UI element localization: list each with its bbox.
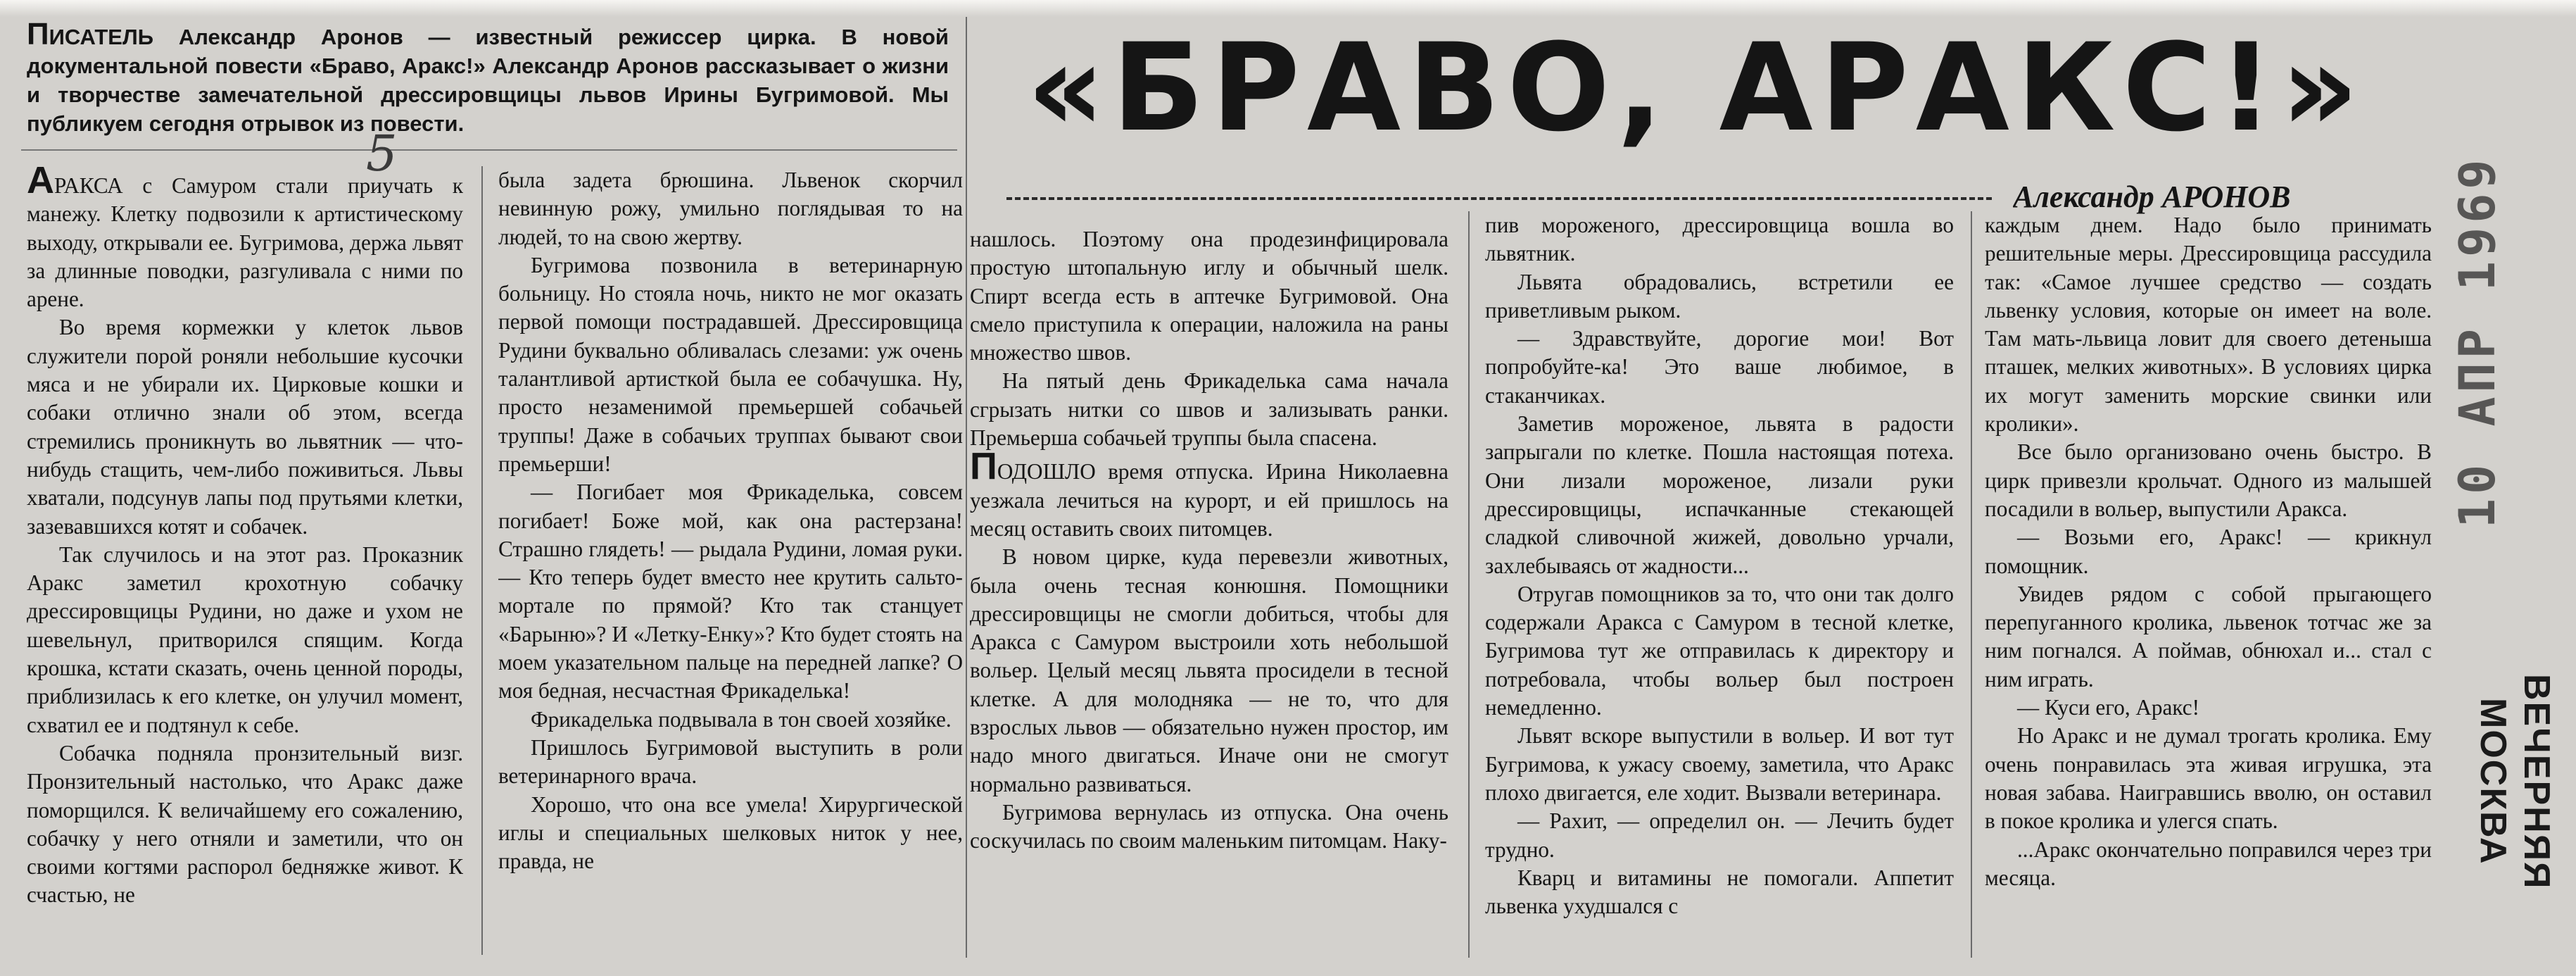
paragraph: АРАКСА с Самуром стали приучать к манежу. Клетку подвозили к артистическому выходу, открывали ее. Бугримова, держа львят за длинные поводки, разгуливала с ними по арене. <box>27 166 463 312</box>
column-rule <box>481 166 483 955</box>
paragraph: ПОДОШЛО время отпуска. Ирина Николаевна уезжала лечиться на курорт, и ей пришлось на месяц оставить своих питомцев. <box>970 445 1448 541</box>
paragraph: Но Аракс и не думал трогать кролика. Ему очень понравилась эта живая игрушка, эта новая забава. Наигравшись вволю, он оставил в покое кролика и улегся спать. <box>1985 723 2432 834</box>
intro-text: ИСАТЕЛЬ Александр Аронов — известный режиссер цирка. В новой документальной повести «Браво, Аракс!» Александр Аронов рассказывает о жизни и творчестве замечательной дрессировщицы львов Ирины Бугримовой. Мы публикуем сегодня отрывок из повести. <box>27 25 949 136</box>
paragraph: — Рахит, — определил он. — Лечить будет трудно. <box>1485 808 1954 862</box>
paragraph: — Здравствуйте, дорогие мои! Вот попробуйте-ка! Это ваше любимое, в стаканчиках. <box>1485 326 1954 408</box>
paragraph: Увидев рядом с собой прыгающего перепуганного кролика, львенок тотчас же за ним погнался. А поймав, обнюхал и... стал с ним играть. <box>1985 581 2432 692</box>
paragraph: пив мороженого, дрессировщица вошла во львятник. <box>1485 213 1954 266</box>
paragraph: — Погибает моя Фрикаделька, совсем погибает! Боже мой, как она растерзана! Страшно глядеть! — рыдала Рудини, ломая руки.— Кто теперь будет вместо нее крутить сальто-мортале по прямой? Кто так станцует «Барыню»? И «Летку-Енку»? Кто будет стоять на моем указательном пальце на передней лапке? О моя бедная, несчастная Фрикаделька! <box>498 480 963 703</box>
paragraph: На пятый день Фрикаделька сама начала сгрызать нитки со швов и зализывать ранки. Премьерша собачьей труппы была спасена. <box>970 368 1448 451</box>
paragraph: В новом цирке, куда перевезли животных, была очень тесная конюшня. Помощники дрессировщицы не смогли добиться, чтобы для Аракса с Самуром выстроили хоть небольшой вольер. Целый месяц львята просидели в тесной клетке. А для молодняка — не то, что для взрослых львов — обязательно нужен простор, им надо много двигаться. Иначе они не смогут нормально развиваться. <box>970 544 1448 796</box>
paragraph: Кварц и витамины не помогали. Аппетит львенка ухудшался с <box>1485 865 1954 919</box>
paragraph: — Куси его, Аракс! <box>2017 695 2199 720</box>
paragraph: Так случилось и на этот раз. Проказник Аракс заметил крохотную собачку дрессировщицы Рудини, но даже и ухом не шевельнул, притворился спящим. Когда крошка, кстати сказать, очень ценной породы, приблизилась к его клетке, он улучил момент, схватил ее и подтянул к себе. <box>27 542 463 737</box>
intro-divider <box>21 149 957 151</box>
text-column-1 <box>27 166 463 962</box>
paragraph: Бугримова вернулась из отпуска. Она очень соскучилась по своим маленьким питомцам. Наку- <box>970 799 1448 853</box>
column-rule <box>1971 211 1972 958</box>
paragraph: Отругав помощников за то, что они так долго содержали Аракса с Самуром в тесной клетке, Бугримова тут же отправилась к директору и потребовала, чтобы вольер был построен немедленно. <box>1485 581 1954 720</box>
paragraph: Все было организовано очень быстро. В цирк привезли крольчат. Одного из малышей посадили в вольер, выпустили Аракса. <box>1985 439 2432 521</box>
source-line-2: МОСКВА <box>2473 698 2513 865</box>
paragraph: Львят вскоре выпустили в вольер. И вот тут Бугримова, к ужасу своему, заметила, что Аракс плохо двигается, еле ходит. Вызвали ветеринара. <box>1485 723 1954 805</box>
source-line-1: ВЕЧЕРНЯЯ <box>2516 673 2557 890</box>
paragraph: Хорошо, что она все умела! Хирургической иглы и специальных шелковых ниток у нее, правда, не <box>498 792 963 874</box>
paragraph: — Возьми его, Аракс! — крикнул помощник. <box>1985 525 2432 578</box>
newspaper-source-label <box>2432 613 2558 951</box>
article-intro <box>27 20 949 139</box>
text-column-5 <box>1985 211 2432 962</box>
handwritten-mark: 5 <box>366 125 398 182</box>
byline-rule <box>1006 197 1992 200</box>
date-stamp: 10 АПР 1969 <box>2449 155 2506 528</box>
intro-initial: П <box>27 20 49 51</box>
paragraph: Во время кормежки у клеток львов служители порой роняли небольшие кусочки мяса и не убирали их. Цирковые кошки и собаки отлично знали об этом, всегда стремились проникнуть во львятник — что-нибудь стащить, чем-либо поживиться. Львы хватали, подсунув лапы под прутьями клетки, зазевавшихся котят и собачек. <box>27 315 463 539</box>
article-byline: Александр АРОНОВ <box>2013 180 2291 214</box>
text-column-4 <box>1485 211 1954 962</box>
text-column-2 <box>498 166 963 962</box>
paragraph: Львята обрадовались, встретили ее приветливым рыком. <box>1485 269 1954 323</box>
text-column-3 <box>970 225 1448 962</box>
paragraph: ...Аракс окончательно поправился через три месяца. <box>1985 837 2432 890</box>
paragraph: Заметив мороженое, львята в радости запрыгали по клетке. Пошла настоящая потеха. Они лизали мороженое, лизали руки дрессировщицы, испачканные стекающей сладкой сливочной жижей, довольно урчали, захлебываясь от жадности... <box>1485 411 1954 578</box>
column-rule <box>1468 211 1470 958</box>
paragraph: была задета брюшина. Львенок скорчил невинную рожу, умильно поглядывая то на людей, то на свою жертву. <box>498 168 963 249</box>
paragraph: Пришлось Бугримовой выступить в роли ветеринарного врача. <box>498 734 963 789</box>
paragraph: Бугримова позвонила в ветеринарную больницу. Но стояла ночь, никто не мог оказать первой помощи пострадавшей. Дрессировщица Рудини буквально обливалась слезами: уж очень талантливой артисткой была ее собачушка. Ну, просто незаменимой премьершей собачьей труппы! Даже в собачьих труппах бывают свои премьерши! <box>498 252 963 476</box>
paragraph: каждым днем. Надо было принимать решительные меры. Дрессировщица рассудила так: «Самое лучшее средство — создать львенку условия, которые он имеет на воле. Там мать-львица ловит для своего детеныша пташек, мелких животных». В условиях цирка их могут заменить морские свинки или кролики». <box>1985 213 2432 437</box>
column-rule <box>966 14 967 958</box>
article-headline: «БРАВО, АРАКС!» <box>1026 28 2366 148</box>
paragraph: Фрикаделька подвывала в тон своей хозяйке. <box>531 706 952 732</box>
paragraph: Собачка подняла пронзительный визг. Пронзительный настолько, что Аракс даже поморщился. К величайшему его сожалению, собачку у него отняли и заметили, что он своими когтями распорол бедняжке живот. К счастью, не <box>27 740 463 908</box>
paragraph: нашлось. Поэтому она продезинфицировала простую штопальную иглу и обычный шелк. Спирт всегда есть в аптечке Бугримовой. Она смело приступила к операции, наложила на раны множество швов. <box>970 227 1448 365</box>
